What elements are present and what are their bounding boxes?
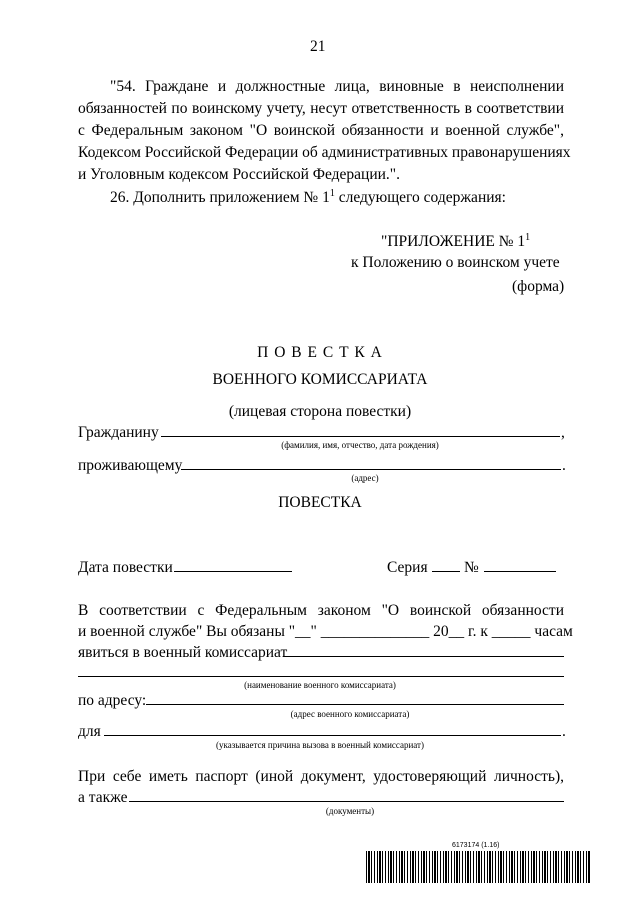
bring-line-1: При себе иметь паспорт (иной документ, удостоверяющий личность), (78, 768, 564, 785)
residing-line[interactable] (181, 469, 561, 470)
date-line[interactable] (174, 571, 292, 572)
address-hint: (адрес военного комиссариата) (290, 709, 410, 719)
page-number: 21 (310, 38, 326, 55)
p54-line-5: и Уголовным кодексом Российской Федерации.". (78, 166, 401, 183)
appear-line[interactable] (283, 656, 564, 657)
p54-line-1: "54. Граждане и должностные лица, виновные в неисполнении (110, 78, 564, 95)
number-label: № (464, 559, 479, 576)
side-note: (лицевая сторона повестки) (228, 403, 412, 420)
summons-subheading: ВОЕННОГО КОМИССАРИАТА (212, 371, 428, 388)
documents-hint: (документы) (325, 806, 375, 816)
residing-end: . (562, 457, 566, 474)
law-line-1: В соответствии с Федеральным законом "О воинской обязанности (78, 602, 564, 619)
law-line-2: и военной службе" Вы обязаны "__" ______________ 20__ г. к _____ часам (78, 623, 573, 640)
summons-heading: П О В Е С Т К А (257, 344, 383, 361)
citizen-label: Гражданину (78, 424, 159, 441)
for-label: для (78, 723, 101, 740)
p54-line-2: обязанностей по воинскому учету, несут ответственность в соответствии (78, 100, 564, 117)
citizen-end: , (561, 424, 565, 441)
reason-line[interactable] (104, 735, 561, 736)
bring-label: а также (78, 789, 128, 806)
appendix-subtitle: к Положению о воинском учете (351, 254, 560, 271)
form-label: (форма) (512, 278, 565, 295)
summons-title-2: ПОВЕСТКА (278, 494, 362, 511)
barcode-text: 6173174 (1.16) (452, 842, 500, 849)
commissariat-hint: (наименование военного комиссариата) (244, 680, 396, 690)
number-line[interactable] (484, 571, 556, 572)
citizen-line[interactable] (161, 436, 560, 437)
barcode (366, 851, 590, 883)
appendix-title: "ПРИЛОЖЕНИЕ № $1^1$ (381, 232, 531, 250)
reason-hint: (указывается причина вызова в военный комиссариат) (216, 740, 424, 750)
series-line[interactable] (432, 571, 460, 572)
p54-line-4: Кодексом Российской Федерации об административных правонарушениях (78, 144, 571, 161)
address-label: по адресу: (78, 692, 147, 709)
citizen-hint: (фамилия, имя, отчество, дата рождения) (281, 440, 439, 450)
p26-paragraph: 26. Дополнить приложением № $1^1$ следующего содержания: (110, 188, 506, 206)
residing-label: проживающему (78, 457, 183, 474)
date-label: Дата повестки (78, 559, 173, 576)
series-label: Серия (387, 559, 428, 576)
commissariat-line[interactable] (78, 676, 564, 677)
residing-hint: (адрес) (351, 473, 379, 483)
p54-line-3: с Федеральным законом "О воинской обязанности и военной службе", (78, 122, 564, 139)
address-line[interactable] (146, 704, 564, 705)
documents-line[interactable] (129, 801, 564, 802)
appear-label: явиться в военный комиссариат (78, 644, 288, 661)
for-end: . (562, 723, 566, 740)
